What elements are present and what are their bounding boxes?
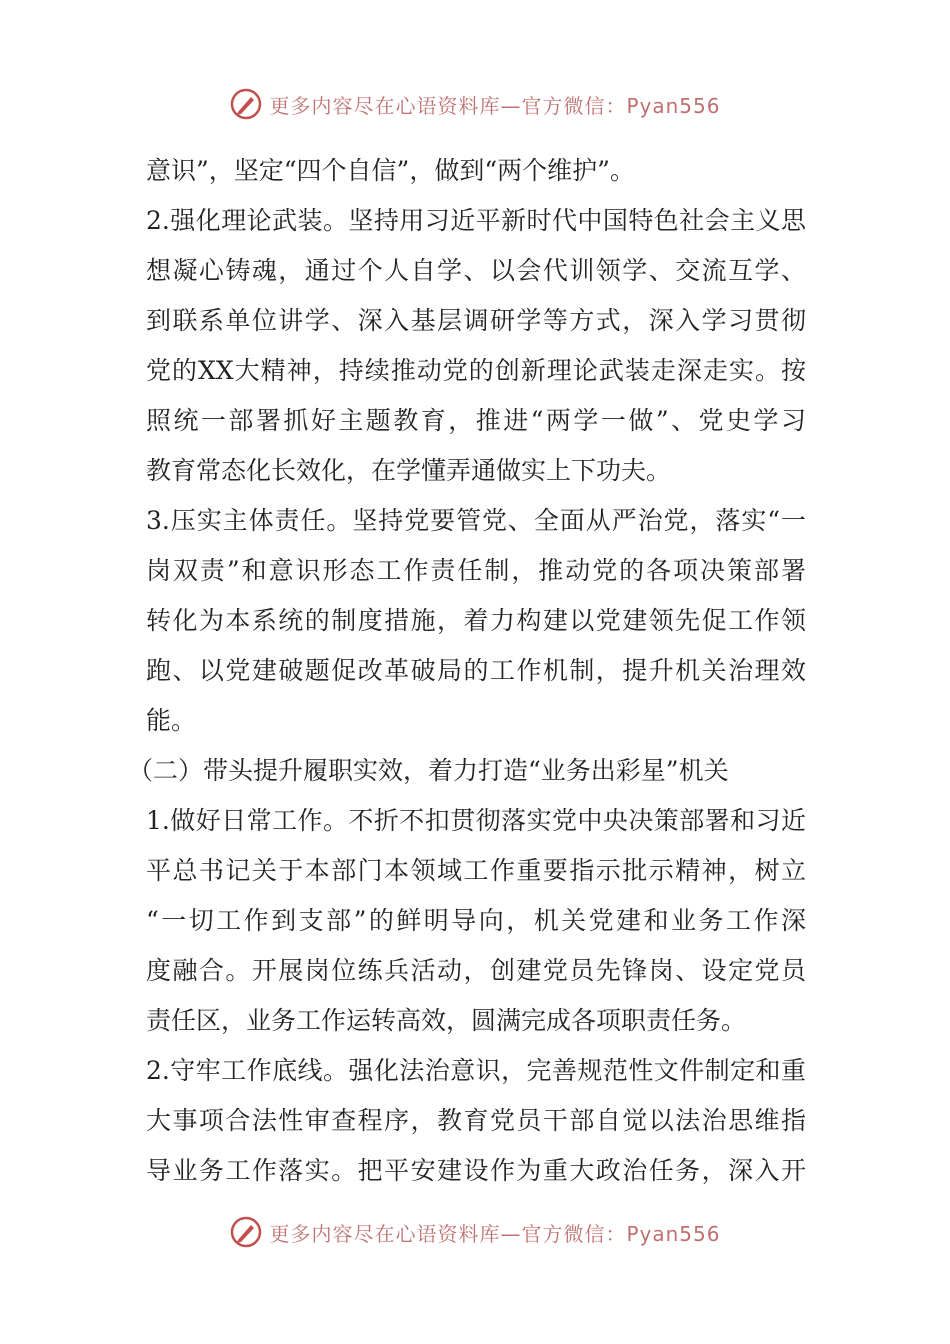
text-line: “一切工作到支部”的鲜明导向，机关党建和业务工作深 — [146, 906, 806, 935]
section-heading: （二）带头提升履职实效，着力打造“业务出彩星”机关 — [128, 756, 729, 785]
text-line: 照统一部署抓好主题教育，推进“两学一做”、党史学习 — [146, 406, 806, 435]
text-line: 平总书记关于本部门本领域工作重要指示批示精神，树立 — [146, 856, 806, 885]
text-line: 度融合。开展岗位练兵活动，创建党员先锋岗、设定党员 — [146, 956, 806, 985]
text-line: 想凝心铸魂，通过个人自学、以会代训领学、交流互学、 — [146, 256, 806, 285]
pen-logo-icon — [229, 1215, 263, 1249]
text-line: 2.强化理论武装。坚持用习近平新时代中国特色社会主义思 — [146, 206, 806, 235]
watermark-text: 更多内容尽在心语资料库—官方微信：Pyan556 — [269, 1221, 721, 1246]
text-line: 3.压实主体责任。坚持党要管党、全面从严治党，落实“一 — [146, 506, 806, 535]
header-watermark — [0, 84, 950, 124]
text-line: 意识”，坚定“四个自信”，做到“两个维护”。 — [146, 156, 635, 185]
text-line: 大事项合法性审查程序，教育党员干部自觉以法治思维指 — [146, 1106, 806, 1135]
text-line: 教育常态化长效化，在学懂弄通做实上下功夫。 — [146, 456, 672, 485]
text-line: 转化为本系统的制度措施，着力构建以党建领先促工作领 — [146, 606, 806, 635]
text-line: 岗双责”和意识形态工作责任制，推动党的各项决策部署 — [146, 556, 806, 585]
document-body — [128, 146, 806, 1196]
text-line: 责任区，业务工作运转高效，圆满完成各项职责任务。 — [146, 1006, 747, 1035]
text-line: 1.做好日常工作。不折不扣贯彻落实党中央决策部署和习近 — [146, 806, 806, 835]
footer-watermark — [0, 1212, 950, 1252]
text-line: 2.守牢工作底线。强化法治意识，完善规范性文件制定和重 — [146, 1056, 806, 1085]
text-line: 导业务工作落实。把平安建设作为重大政治任务，深入开 — [146, 1156, 806, 1185]
pen-logo-icon — [229, 87, 263, 121]
watermark-text: 更多内容尽在心语资料库—官方微信：Pyan556 — [269, 93, 721, 118]
text-line: 跑、以党建破题促改革破局的工作机制，提升机关治理效 — [146, 656, 806, 685]
text-line: 到联系单位讲学、深入基层调研学等方式，深入学习贯彻 — [146, 306, 806, 335]
text-line: 党的XX大精神，持续推动党的创新理论武装走深走实。按 — [146, 356, 806, 385]
text-line: 能。 — [146, 706, 197, 735]
